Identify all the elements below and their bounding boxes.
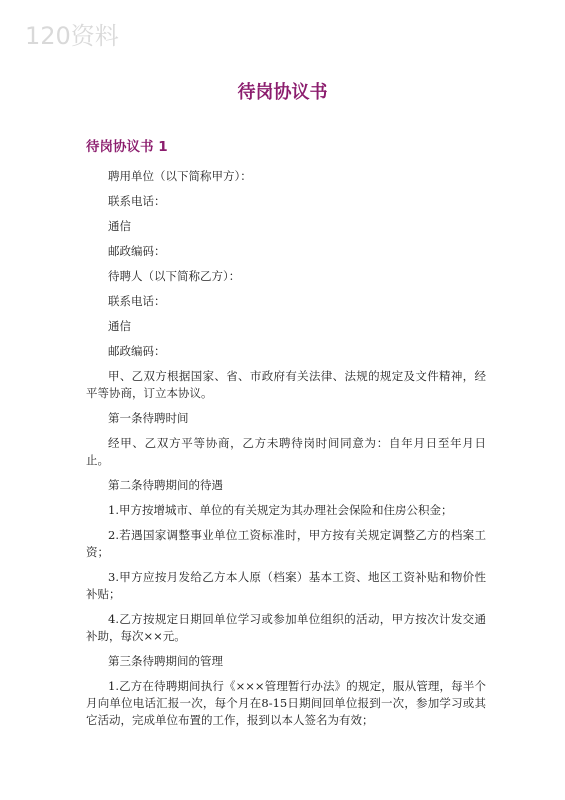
paragraph-employer-postcode: 邮政编码： [108, 244, 166, 258]
paragraph-employer: 聘用单位（以下简称甲方）： [108, 169, 252, 183]
article-2-item-3: 3.甲方应按月发给乙方本人原（档案）基本工资、地区工资补贴和物价性补贴； [86, 570, 486, 601]
paragraph-preamble: 甲、乙双方根据国家、省、市政府有关法律、法规的规定及文件精神，经平等协商，订立本协议。 [86, 369, 486, 400]
article-2-item-4: 4.乙方按规定日期回单位学习或参加单位组织的活动，甲方按次计发交通补助，每次××元。 [86, 612, 486, 643]
article-2-item-1: 1.甲方按增城市、单位的有关规定为其办理社会保险和住房公积金； [108, 503, 453, 517]
article-3-item-1: 1.乙方在待聘期间执行《×××管理暂行办法》的规定，服从管理，每半个月向单位电话汇报一次，每个月在8-15日期间回单位报到一次，参加学习或其它活动，完成单位布置的工作，报到以本人签名为有效； [86, 679, 486, 727]
watermark-logo: 120资料 [25, 22, 119, 50]
document-title: 待岗协议书 [237, 82, 328, 103]
article-1-heading: 第一条待聘时间 [108, 411, 189, 425]
paragraph-employee-phone: 联系电话： [108, 294, 166, 308]
paragraph-employer-address: 通信 [108, 219, 131, 233]
document-body [86, 168, 486, 737]
paragraph-employee-postcode: 邮政编码： [108, 344, 166, 358]
article-2-heading: 第二条待聘期间的待遇 [108, 478, 223, 492]
paragraph-employee: 待聘人（以下简称乙方）： [108, 269, 241, 283]
article-3-heading: 第三条待聘期间的管理 [108, 654, 223, 668]
paragraph-employer-phone: 联系电话： [108, 194, 166, 208]
section-heading: 待岗协议书 1 [86, 139, 168, 155]
article-2-item-2: 2.若遇国家调整事业单位工资标准时，甲方按有关规定调整乙方的档案工资； [86, 528, 486, 559]
article-1-text: 经甲、乙双方平等协商，乙方未聘待岗时间同意为：自年月日至年月日止。 [86, 436, 486, 467]
paragraph-employee-address: 通信 [108, 319, 131, 333]
